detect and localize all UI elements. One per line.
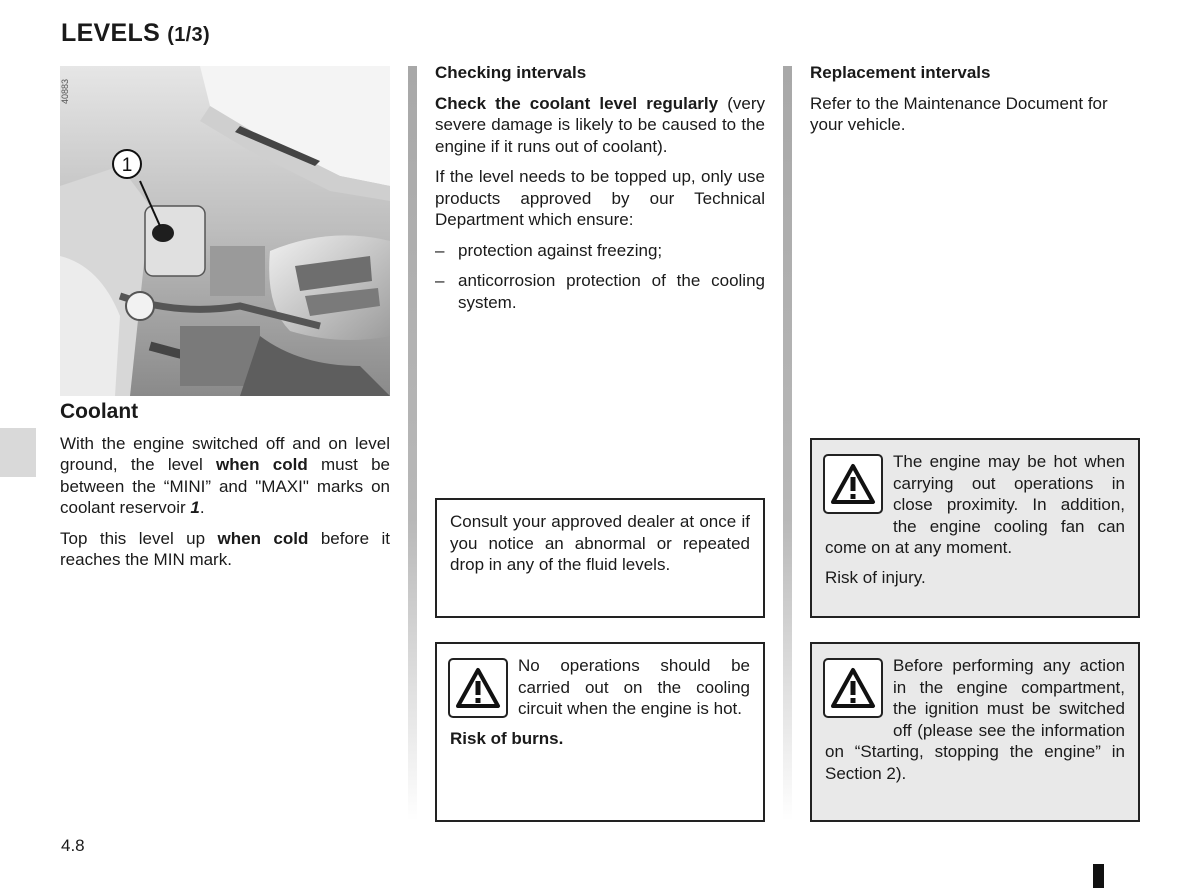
replacement-paragraph: Refer to the Maintenance Document for your vehicle. [810,93,1108,134]
text-run-bold: when cold [217,528,309,548]
coolant-paragraph-2 [60,528,390,571]
image-ref-code: 40883 [60,78,70,104]
coolant-paragraph-1 [60,433,390,519]
list-dash: – [435,240,445,260]
column-divider-1 [408,66,417,821]
warning-triangle-icon [823,454,883,514]
text-run-bold: when cold [216,455,308,474]
list-dash: – [435,271,445,290]
reservoir-ref: 1 [190,498,200,517]
burns-risk-text: Risk of burns. [450,728,564,748]
list-item [435,270,765,313]
section-tab [0,428,36,477]
engine-photo [60,66,390,396]
column-divider-2 [783,66,792,821]
burns-warning-box [435,642,765,822]
list-item-text: protection against freezing; [458,240,663,260]
page-title-text: LEVELS [61,19,161,47]
dealer-notice-text: Consult your approved dealer at once if you notice an abnormal or repeated drop in any of the fluid levels. [450,512,750,574]
checking-paragraph-2: If the level needs to be topped up, only use products approved by our Technical Department which ensure: [435,167,765,229]
checking-heading: Checking intervals [435,63,587,82]
warning-triangle-icon [823,658,883,718]
checking-section [435,62,765,322]
checking-paragraph-1 [435,93,765,158]
replacement-section [810,62,1140,145]
text-run: must be between the “MINI” and "MAXI" marks on coolant reservoir [60,455,390,517]
page-number: 4.8 [61,836,85,855]
page-title-sub: (1/3) [167,24,210,46]
injury-risk-text: Risk of injury. [825,567,926,587]
hot-engine-warning-box [810,438,1140,618]
ignition-warning-box [810,642,1140,822]
warning-triangle-icon [448,658,508,718]
coolant-heading: Coolant [60,400,139,423]
page-corner-mark [1093,864,1104,888]
coolant-section [60,401,390,580]
dealer-notice-box [435,498,765,618]
text-run: . [199,498,205,517]
list-item [435,240,765,262]
text-run: before it reaches the MIN mark. [60,528,390,569]
hot-engine-warning-text: The engine may be hot when carrying out operations in close proximity. In addition, the engine cooling fan can come on at any moment. [825,452,1125,557]
text-run-bold: Check the coolant level regularly [435,93,719,113]
list-item-text: anticorrosion protection of the cooling system. [458,271,765,312]
ignition-warning-text: Before performing any action in the engine compartment, the ignition must be switched off (please see the information on “Starting, stopping the engine” in Section 2). [825,656,1125,783]
text-run: Top this level up [60,528,218,548]
text-run: (very severe damage is likely to be caused to the engine if it runs out of coolant). [435,93,766,156]
page-title [61,19,210,48]
burns-warning-text: No operations should be carried out on the cooling circuit when the engine is hot. [518,656,750,718]
replacement-heading: Replacement intervals [810,63,991,82]
engine-illustration [60,66,390,396]
callout-number: 1 [121,155,133,176]
text-run: With the engine switched off and on level ground, the level [60,433,390,474]
